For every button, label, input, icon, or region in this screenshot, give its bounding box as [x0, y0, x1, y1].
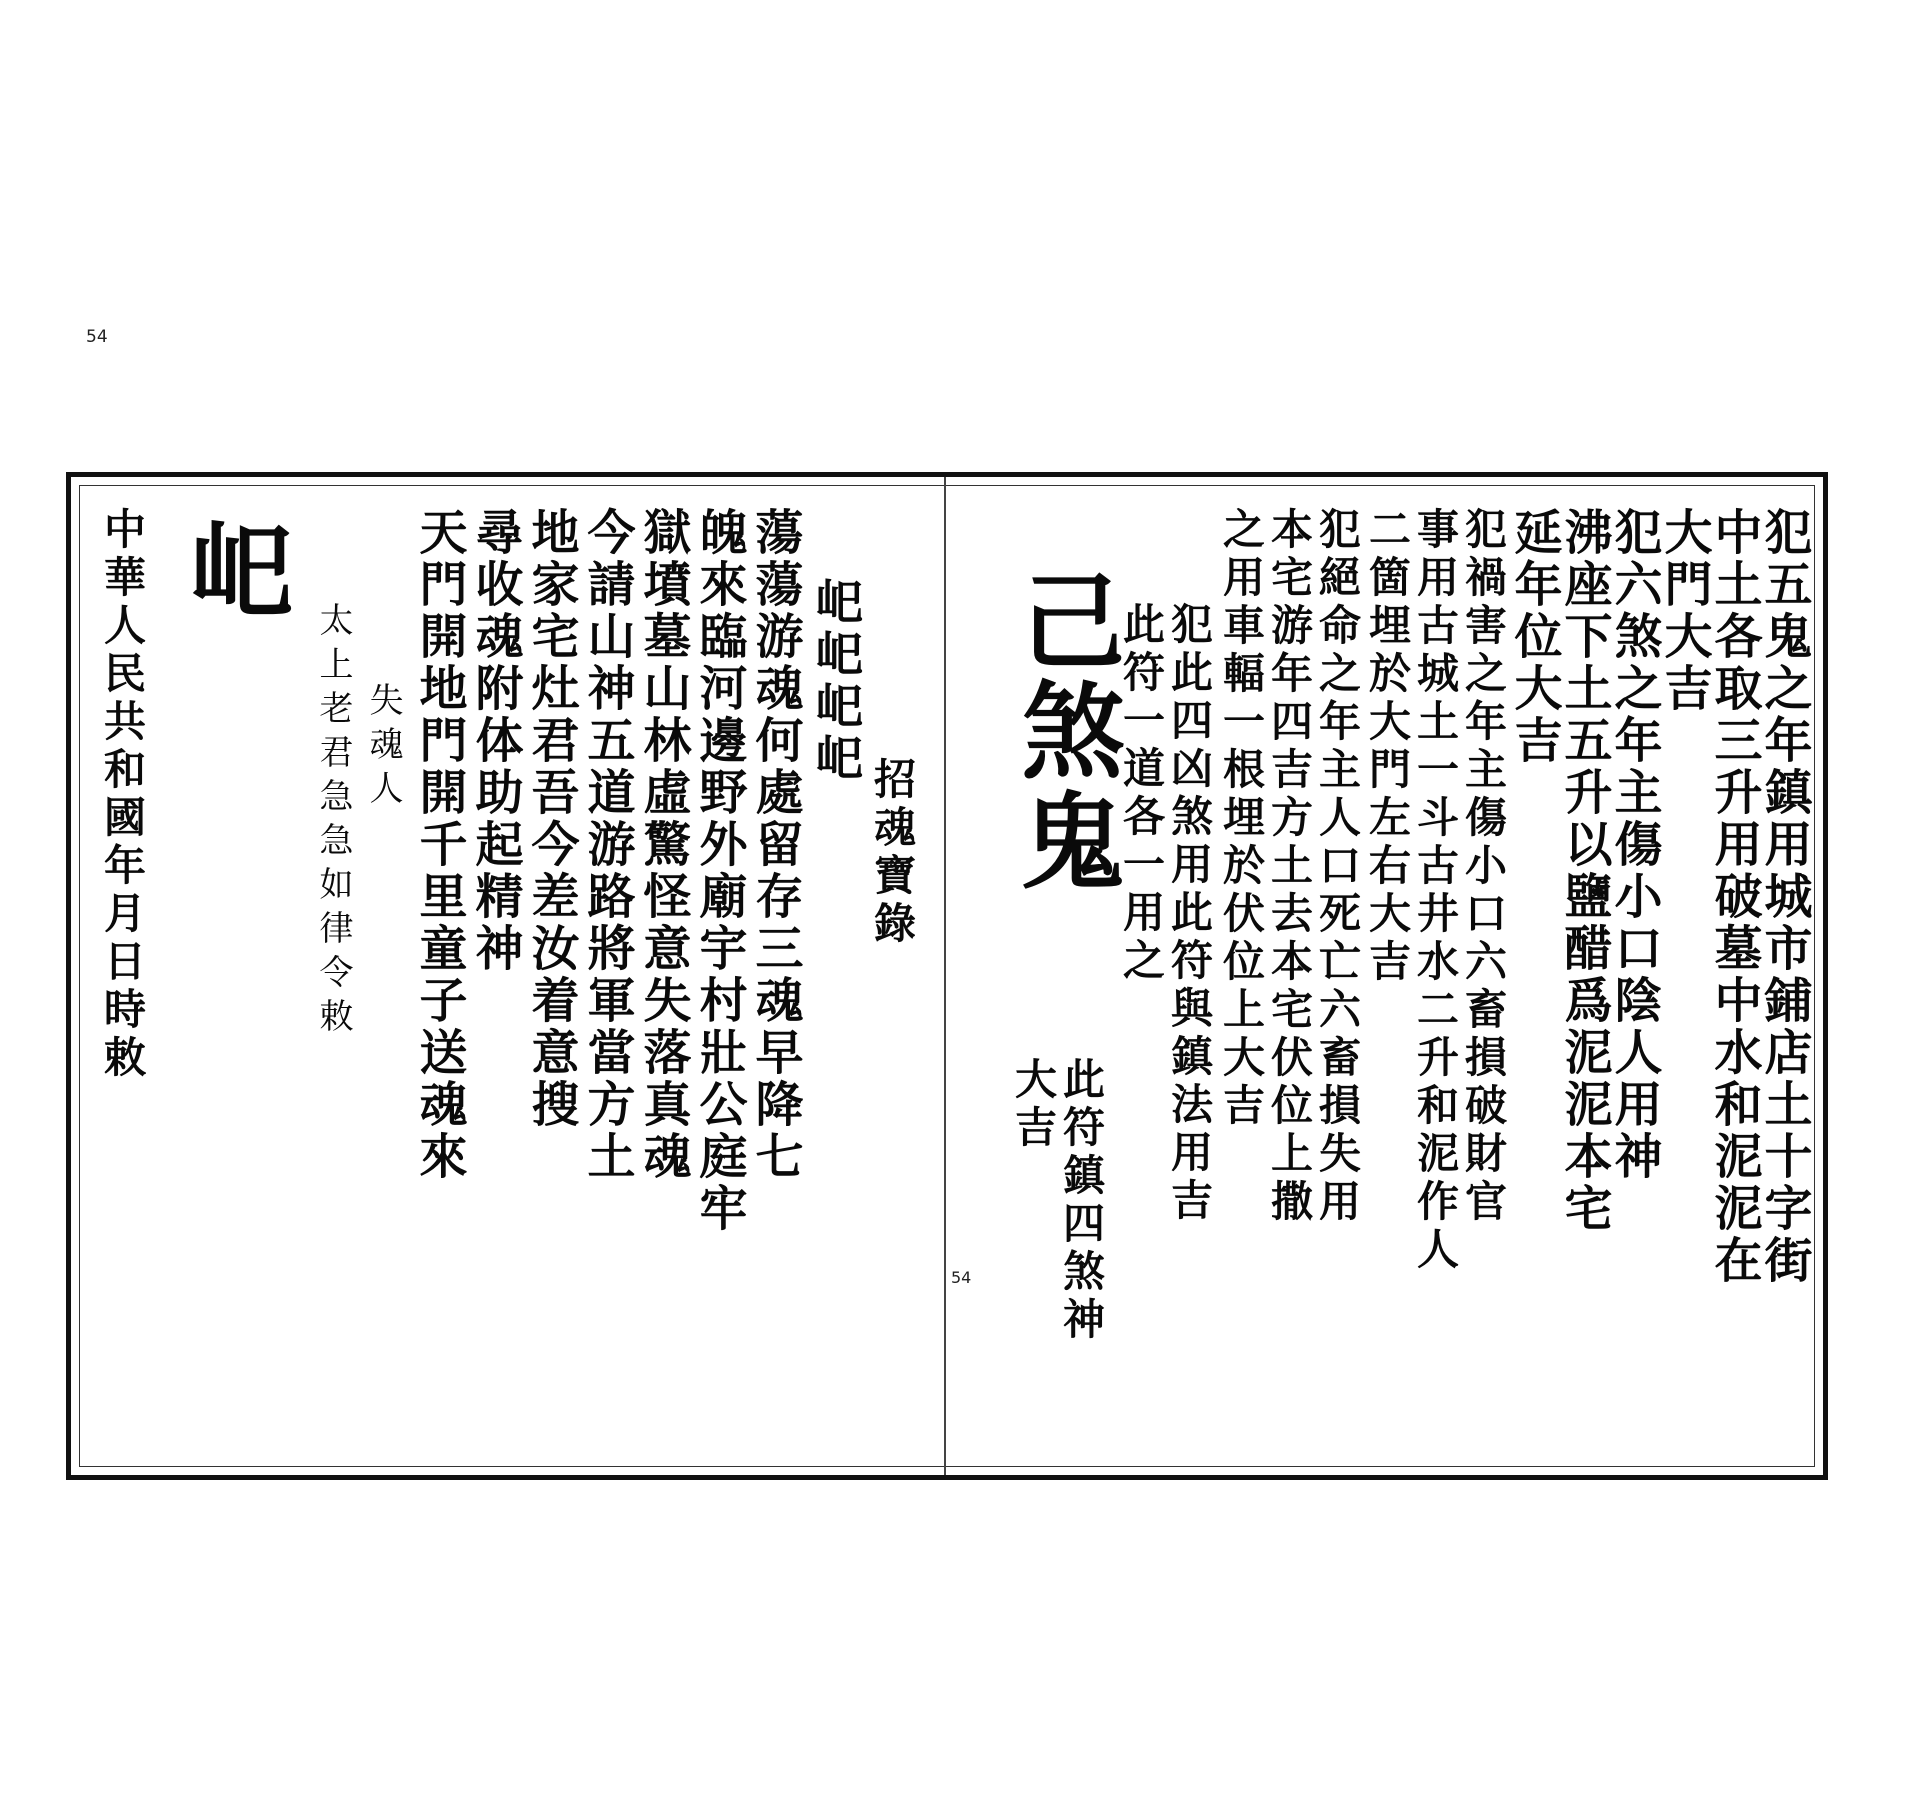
right-column-15: 此符鎮四煞神 — [1057, 1057, 1106, 1345]
right-column-14: 此符一道各一用之 — [1117, 602, 1166, 986]
talisman-summon-soul: 𡵆 — [172, 517, 295, 627]
left-column-4: 獄墳墓山林虛驚怪意失落真魂 — [635, 507, 691, 1183]
left-title: 招魂寶錄 — [868, 757, 917, 949]
left-page — [91, 507, 939, 1453]
left-column-3: 魄來臨河邊野外廟宇村壯公庭牢 — [691, 507, 747, 1235]
right-column-2: 中土各取三升用破墓中水和泥泥在 — [1706, 507, 1762, 1287]
book-spread — [66, 472, 1828, 1480]
page-number-center: 54 — [951, 1268, 972, 1287]
left-column-2: 蕩蕩游魂何處留存三魂早降七 — [747, 507, 803, 1183]
right-column-7: 犯禍害之年主傷小口六畜損破財官 — [1459, 507, 1508, 1227]
left-column-10: 太上老君急急如律令敕 — [313, 602, 353, 1042]
right-column-13: 犯此四凶煞用此符與鎮法用吉 — [1165, 602, 1214, 1226]
spine-divider — [944, 477, 946, 1475]
right-column-8: 事用古城土一斗古井水二升和泥作人 — [1411, 507, 1460, 1275]
right-page — [956, 507, 1816, 1453]
right-column-11: 本宅游年四吉方土去本宅伏位上撒 — [1265, 507, 1314, 1227]
left-column-5: 今請山神五道游路將軍當方土 — [579, 507, 635, 1183]
left-column-8: 天門開地門開千里童子送魂來 — [411, 507, 467, 1183]
page-number: 54 — [86, 327, 108, 347]
left-column-9: 失魂人 — [363, 682, 403, 814]
right-column-12: 之用車輻一根埋於伏位上大吉 — [1217, 507, 1266, 1131]
left-column-6: 地家宅灶君吾今差汝着意搜 — [523, 507, 579, 1131]
left-column-1: 𡵆𡵆𡵆𡵆 — [807, 577, 863, 785]
right-column-16: 大吉 — [1009, 1057, 1058, 1153]
talisman-four-fiends: 己煞鬼 — [1003, 567, 1126, 897]
left-column-7: 尋收魂附体助起精神 — [467, 507, 523, 975]
date-line: 中華人民共和國年月日時敕 — [98, 507, 147, 1083]
right-column-10: 犯絕命之年主人口死亡六畜損失用 — [1313, 507, 1362, 1227]
right-column-6: 延年位大吉 — [1506, 507, 1562, 767]
right-column-3: 大門大吉 — [1656, 507, 1712, 715]
right-column-4: 犯六煞之年主傷小口陰人用神 — [1606, 507, 1662, 1183]
right-column-9: 二箇埋於大門左右大吉 — [1363, 507, 1412, 987]
right-column-5: 沸座下土五升以鹽醋爲泥泥本宅 — [1556, 507, 1612, 1235]
right-column-1: 犯五鬼之年鎮用城市鋪店土十字街 — [1756, 507, 1812, 1287]
